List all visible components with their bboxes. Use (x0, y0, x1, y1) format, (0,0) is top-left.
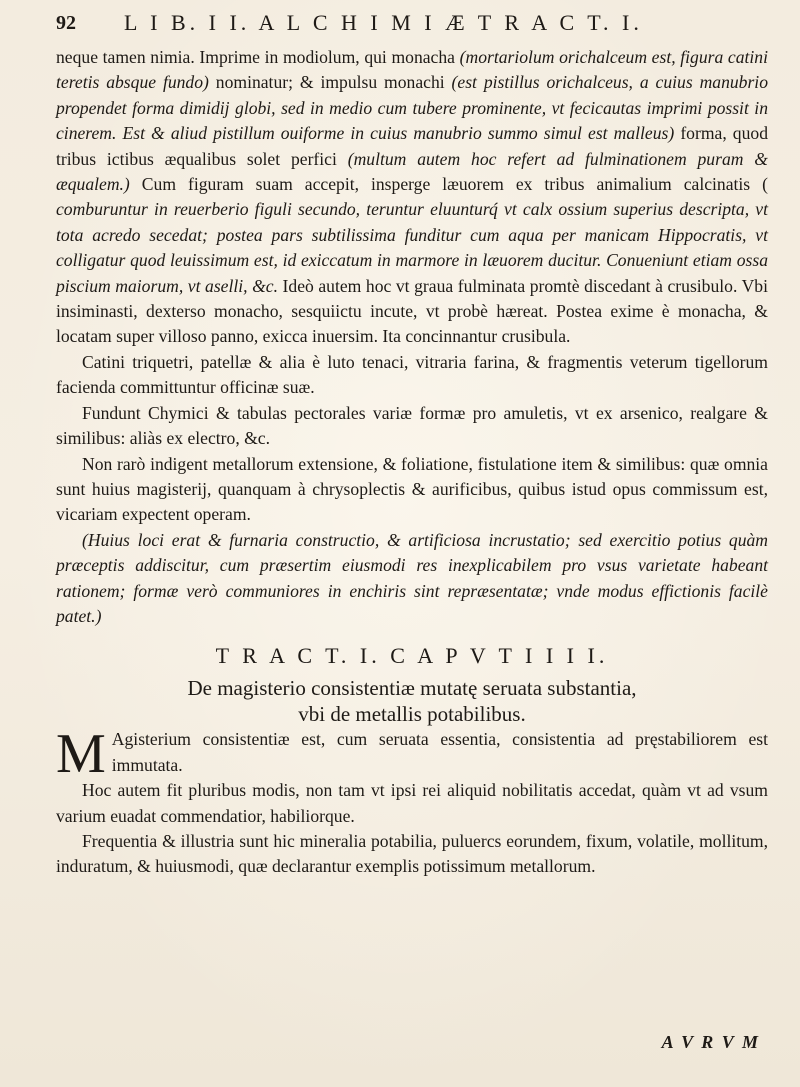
chapter-title (56, 675, 768, 727)
gloss-monacha: (mortariolum orichalceum est, figura catini teretis absque fundo) (56, 47, 768, 93)
paragraph-potabilia: Frequentia & illustria sunt hic mineralia potabilia, puluercs eorundem, fixum, volatile, mollitum, induratum, & huiusmodi, quæ declarantur exemplis potissimum metallorum. (56, 830, 768, 877)
text-run: Ideò autem hoc vt graua fulminata promtè discedant à crusibulo. Vbi insiminasti, dexterso monacho, sesquiictu incute, vt probè hæreat. Postea exime è monacha, & locatam super villoso panno, exicca inuersim. Ita concinnantur crusibula. (56, 275, 768, 347)
text-run: forma, quod tribus ictibus æqualibus solet perfici (56, 123, 768, 169)
paragraph-crucibles (56, 45, 768, 350)
gloss-fulmination: (multum autem hoc refert ad fulminationem puram & æqualem.) (56, 148, 768, 195)
paragraph-tabulae: Fundunt Chymici & tabulas pectorales variæ formæ pro amuletis, vt ex arsenico, realgare & similibus: aliàs ex electro, &c. (56, 402, 768, 449)
catchword: A V R V M (661, 1032, 760, 1052)
text-run: Agisterium consistentiæ est, cum seruata essentia, consistentia ad pręstabiliorem est immutata. (111, 729, 768, 775)
text-run: nominatur; & impulsu monachi (208, 72, 452, 93)
text-run: neque tamen nimia. Imprime in modiolum, qui monacha (56, 47, 460, 67)
chapter-title-line-2: vbi de metallis potabilibus. (298, 702, 526, 727)
main-text (56, 45, 768, 880)
paragraph-modi: Hoc autem fit pluribus modis, non tam vt ipsi rei aliquid nobilitatis accedat, quàm vt ad vsum varium euadat commendatior, habiliorque. (56, 780, 768, 826)
gloss-monachus: (est pistillus orichalceus, a cuius manubrio propendet forma dimidij globi, sed in medio cum tubere prominente, vt fecicautas imprimi possit in cinerem. Est & aliud pistillum ouiforme in cuius manubrio summo simul est malleus) (56, 72, 768, 144)
paragraph-furnaria: (Huius loci erat & furnaria constructio, & artificiosa incrustatio; sed exercitio potius quàm præceptis addiscitur, cum præsertim eiusmodi res inexplicabilem pro vsus varietate habeant rationem; formæ verò communiores in enchiris sint repræsentatæ; vnde modus effictionis facilè patet.) (56, 529, 768, 626)
chapter-title-line-1: De magisterio consistentiæ mutatę seruata substantia, (187, 676, 637, 701)
page-header (56, 10, 756, 50)
running-title: L I B. I I. A L C H I M I Æ T R A C T. I. (124, 10, 643, 35)
paragraph-extensio: Non rarò indigent metallorum extensione, & foliatione, fistulatione item & similibus: quæ omnia sunt huius magisterij, quanquam à chrysoplectis & aurificibus, quibus istud opus commissum est, vicariam expectent operam. (56, 453, 768, 525)
page-number: 92 (56, 12, 76, 34)
gloss-calcination: comburuntur in reuerberio figuli secundo, teruntur eluunturq́ vt calx ossium superius descripta, vt tota acredo secedat; postea pars subtilissima funditur cum aqua per manicam Hippocratis, vt colligatur quod leuissimum est, id exiccatum in marmore in læuorem ducitur. Conueniunt etiam ossa piscium maiorum, vt aselli, &c. (56, 199, 768, 296)
drop-cap: M (56, 723, 106, 786)
paragraph-catini: Catini triquetri, patellæ & alia è luto tenaci, vitraria farina, & fragmentis veterum tigellorum facienda committuntur officinæ suæ. (56, 351, 768, 398)
paragraph-definition (56, 723, 768, 786)
text-run: Cum figuram suam accepit, insperge læuorem ex tribus animalium calcinatis ( (129, 174, 768, 195)
chapter-heading: T R A C T. I. C A P V T I I I I. (215, 643, 609, 669)
